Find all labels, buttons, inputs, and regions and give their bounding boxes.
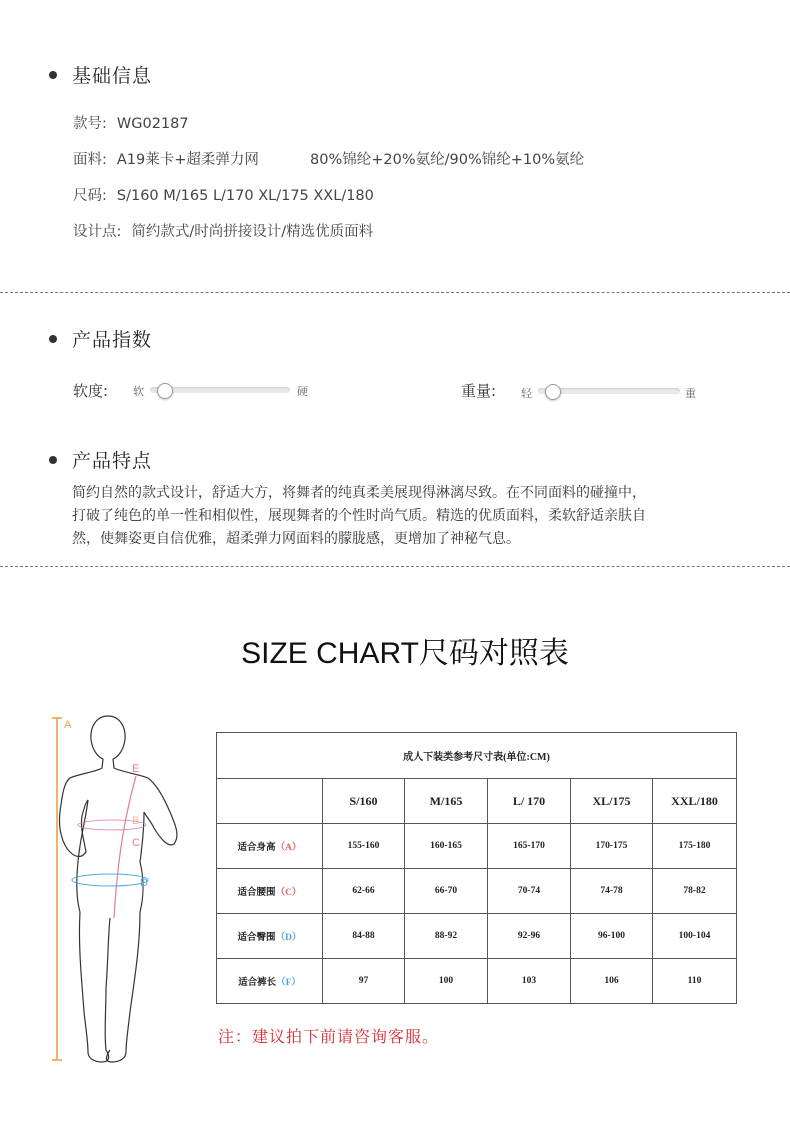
size-row: [73, 184, 374, 205]
column-header: XL/175: [571, 779, 653, 824]
style-number-value: WG02187: [116, 116, 189, 132]
fabric-label: 面料:: [73, 152, 107, 168]
table-cell: 155-160: [323, 824, 405, 869]
style-number-row: [73, 112, 189, 133]
fabric-row: [73, 148, 259, 169]
weight-label: 重量:: [461, 382, 497, 400]
table-cell: 92-96: [488, 914, 571, 959]
column-header: M/165: [405, 779, 488, 824]
purchase-note: 注：建议拍下前请咨询客服。: [218, 1027, 440, 1046]
row-label-text: 适合裤长: [238, 978, 277, 988]
weight-slider-handle[interactable]: [545, 384, 561, 400]
divider: [0, 566, 790, 567]
size-table: [216, 732, 737, 1004]
section-bullet: [49, 456, 57, 464]
design-value: 简约款式/时尚拼接设计/精选优质面料: [131, 224, 374, 240]
table-caption: 成人下装类参考尺寸表(单位:CM): [217, 733, 737, 779]
figure-letter-b: B: [132, 815, 140, 827]
table-cell: 74-78: [571, 869, 653, 914]
fabric-composition: 80%锦纶+20%氨纶/90%锦纶+10%氨纶: [310, 152, 585, 168]
hip-ring: [72, 874, 148, 886]
table-row: [217, 914, 737, 959]
section-bullet: [49, 335, 57, 343]
row-label-text: 适合臀围: [237, 933, 276, 943]
column-header: L/ 170: [488, 779, 571, 824]
table-cell: 170-175: [571, 824, 653, 869]
height-ruler: [52, 718, 62, 1060]
body-measurement-figure: [48, 712, 198, 1068]
softness-min-label: 软: [133, 385, 144, 398]
row-label-code: （A）: [275, 843, 302, 853]
features-line: 然，使舞姿更自信优雅，超柔弹力网面料的朦胧感，更增加了神秘气息。: [72, 531, 520, 547]
section-bullet: [49, 71, 57, 79]
row-label: [217, 959, 323, 1004]
softness-label: 软度:: [73, 382, 109, 400]
table-cell: 62-66: [323, 869, 405, 914]
figure-letter-d: D: [140, 877, 148, 889]
table-cell: 96-100: [571, 914, 653, 959]
row-label-text: 适合腰围: [237, 888, 276, 898]
product-index-title: 产品指数: [72, 329, 153, 351]
table-cell: 66-70: [405, 869, 488, 914]
table-cell: 175-180: [653, 824, 737, 869]
column-header: XXL/180: [653, 779, 737, 824]
row-label-code: （F）: [276, 978, 301, 988]
table-cell: 100-104: [653, 914, 737, 959]
design-label: 设计点:: [73, 224, 122, 240]
features-paragraph: [72, 482, 772, 551]
table-cell: 160-165: [405, 824, 488, 869]
table-corner-cell: [217, 779, 323, 824]
style-number-label: 款号:: [73, 116, 107, 132]
figure-outline: [59, 716, 176, 1062]
fabric-value: A19莱卡+超柔弹力网: [116, 152, 259, 168]
size-label: 尺码:: [73, 188, 107, 204]
row-label: [217, 824, 323, 869]
figure-letter-a: A: [64, 719, 72, 731]
size-value: S/160 M/165 L/170 XL/175 XXL/180: [116, 188, 374, 204]
product-features-title: 产品特点: [72, 450, 153, 472]
table-cell: 103: [488, 959, 571, 1004]
row-label-code: （D）: [275, 933, 302, 943]
features-line: 简约自然的款式设计，舒适大方，将舞者的纯真柔美展现得淋漓尽致。在不同面料的碰撞中，: [72, 485, 646, 501]
row-label: [217, 914, 323, 959]
figure-letter-c: C: [132, 837, 140, 849]
figure-letter-e: E: [132, 763, 140, 775]
softness-max-label: 硬: [297, 385, 308, 398]
size-chart-title: SIZE CHART尺码对照表: [241, 637, 569, 670]
design-row: [73, 220, 373, 241]
features-line: 打破了纯色的单一性和相似性，展现舞者的个性时尚气质。精选的优质面料，柔软舒适亲肤自: [72, 508, 646, 524]
table-cell: 110: [653, 959, 737, 1004]
softness-slider-handle[interactable]: [157, 383, 173, 399]
divider: [0, 292, 790, 293]
table-row: [217, 824, 737, 869]
row-label-code: （C）: [275, 888, 302, 898]
table-cell: 100: [405, 959, 488, 1004]
table-cell: 97: [323, 959, 405, 1004]
basic-info-title: 基础信息: [72, 65, 153, 87]
table-cell: 88-92: [405, 914, 488, 959]
weight-min-label: 轻: [521, 387, 532, 400]
table-cell: 78-82: [653, 869, 737, 914]
table-cell: 84-88: [323, 914, 405, 959]
table-row: [217, 959, 737, 1004]
table-cell: 70-74: [488, 869, 571, 914]
row-label: [217, 869, 323, 914]
table-cell: 165-170: [488, 824, 571, 869]
table-row: [217, 869, 737, 914]
table-cell: 106: [571, 959, 653, 1004]
weight-max-label: 重: [685, 387, 696, 400]
row-label-text: 适合身高: [237, 843, 276, 853]
column-header: S/160: [323, 779, 405, 824]
